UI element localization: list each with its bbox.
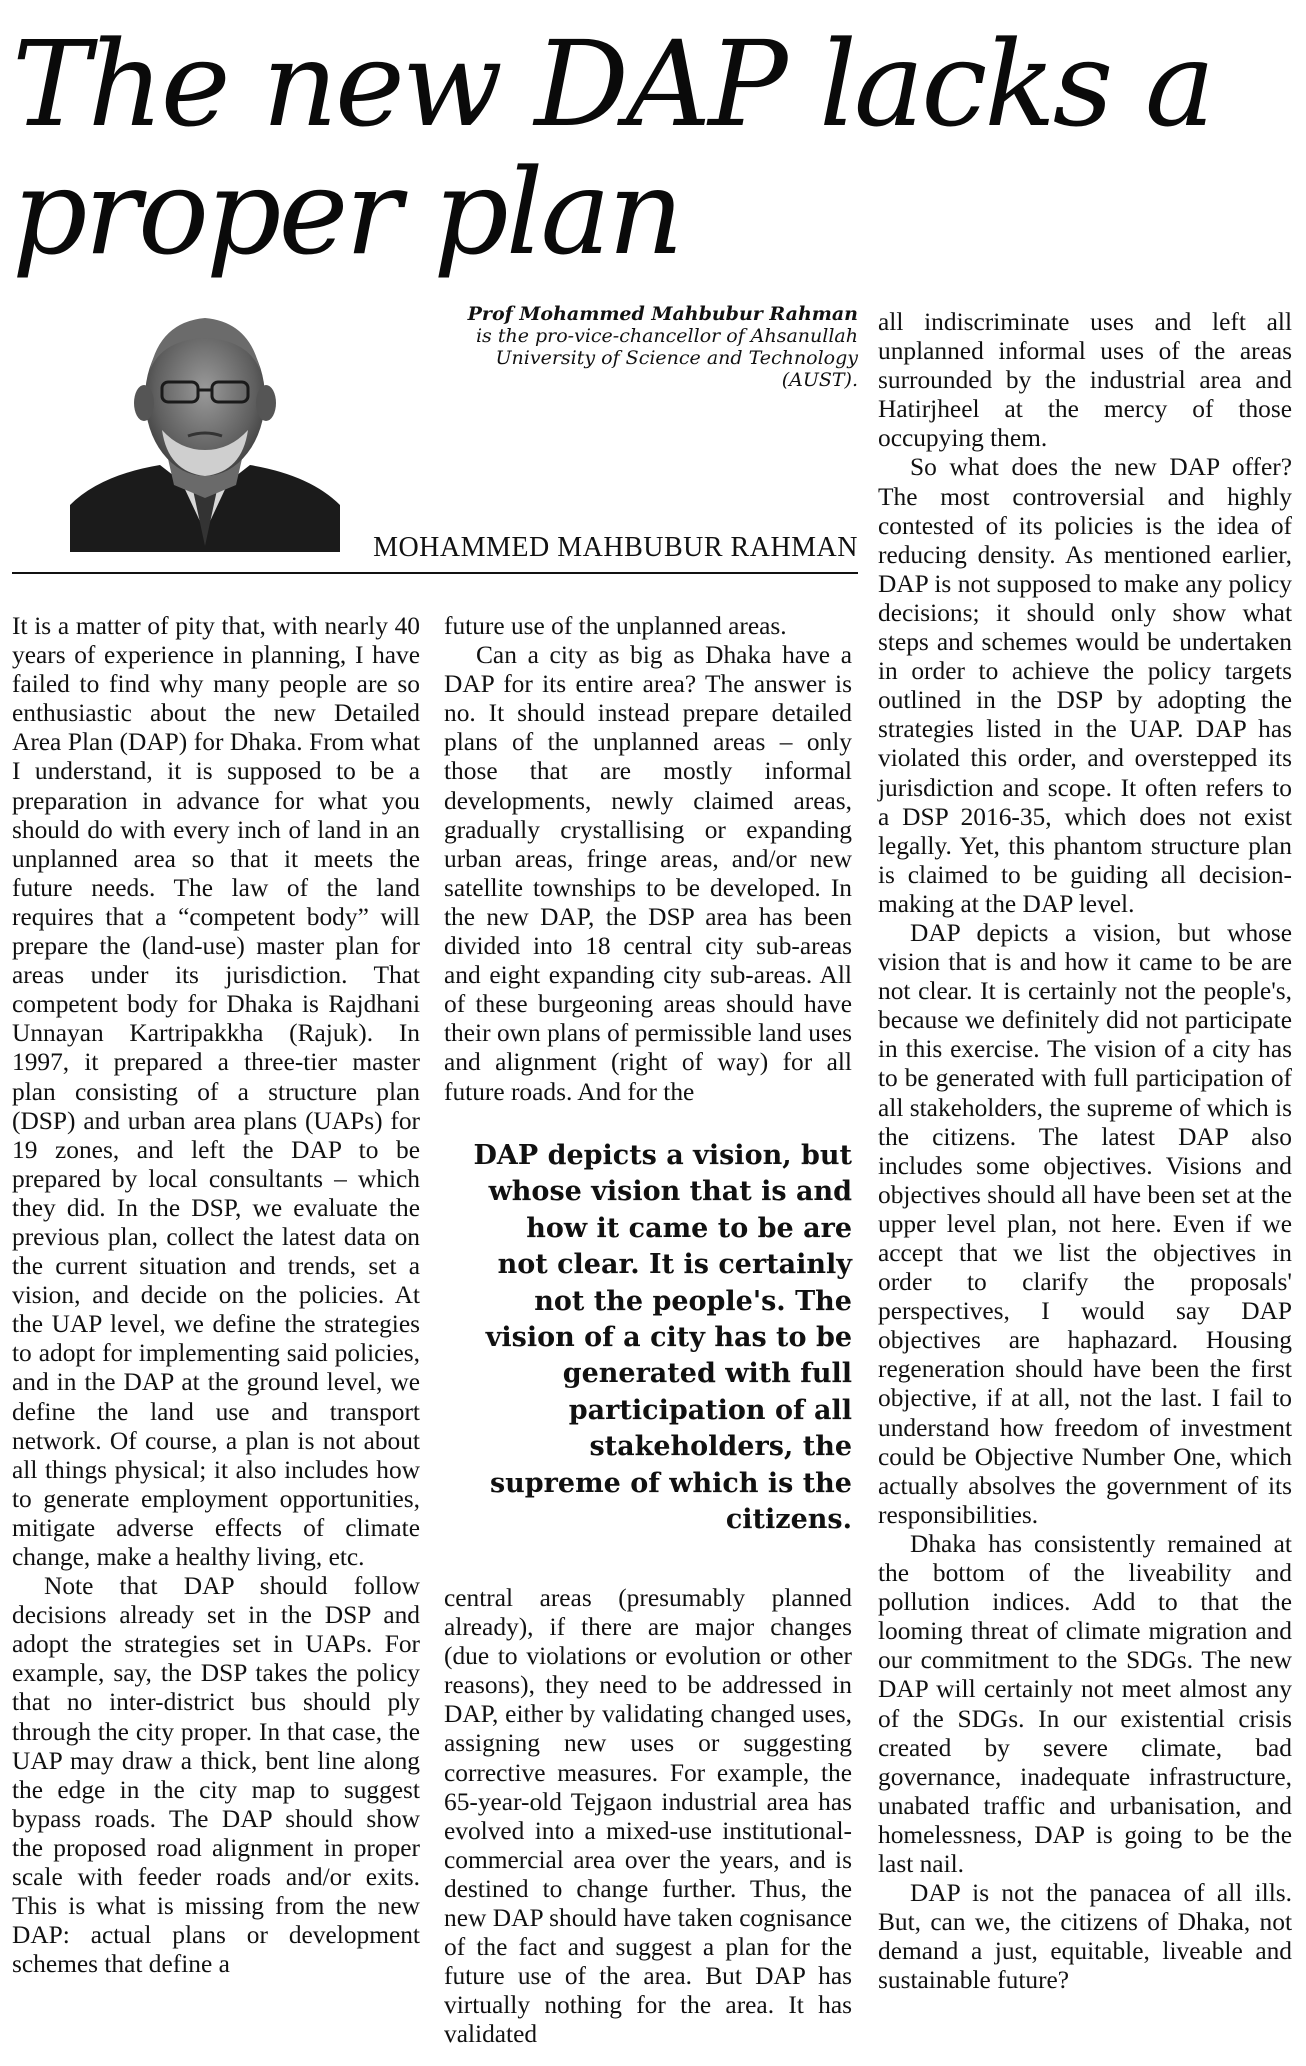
pull-quote: DAP depicts a vision, but whose vision that is and how it came to be are not clear. It is certainly not the people's. The vision of a city has to be generated with full participation of all stakeholders, the supreme of which is the citizens. (473, 1140, 852, 1536)
author-portrait-illustration (70, 300, 340, 552)
paragraph: So what does the new DAP offer? The most controversial and highly contested of its policies is the idea of reducing density. As mentioned earlier, DAP is not supposed to make any policy decisions; it should only show what steps and schemes would be undertaken in order to achieve the policy targets outlined in the DSP by adopting the strategies listed in the UAP. DAP has violated this order, and overstepped its jurisdiction and scope. It often refers to a DSP 2016-35, which does not exist legally. Yet, this phantom structure plan is claimed to be guiding all decision-making at the DAP level. (878, 453, 1292, 918)
author-name-line: Prof Mohammed Mahbubur Rahman (467, 303, 858, 325)
paragraph: future use of the unplanned areas. (444, 612, 787, 640)
paragraph: Note that DAP should follow decisions already set in the DSP and adopt the strategies set in UAPs. For example, say, the DSP takes the policy that no inter-district bus should ply through the city proper. In that case, the UAP may draw a thick, bent line along the edge in the city map to suggest bypass roads. The DAP should show the proposed road alignment in proper scale with feeder roads and/or exits. This is what is missing from the new DAP: actual plans or development schemes that define a (12, 1572, 420, 1979)
byline-divider (12, 572, 858, 574)
headline: The new DAP lacks a proper plan (12, 15, 1213, 281)
author-photo (70, 300, 340, 552)
paragraph: DAP depicts a vision, but whose vision that is and how it came to be are not clear. It is certainly not the people's, because we definitely did not participate in this exercise. The vision of a city has to be generated with full participation of all stakeholders, the supreme of which is the citizens. The latest DAP also includes some objectives. Visions and objectives should all have been set at the upper level plan, not here. Even if we accept that we list the objectives in order to clarify the proposals' perspectives, I would say DAP objectives are haphazard. Housing regeneration should have been the first objective, if at all, not the last. I fail to understand how freedom of investment could be Objective Number One, which actually absolves the government of its responsibilities. (878, 918, 1292, 1529)
paragraph: central areas (presumably planned already), if there are major changes (due to violations or evolution or other reasons), they need to be addressed in DAP, either by validating changed uses, assigning new uses or suggesting corrective measures. For example, the 65-year-old Tejgaon industrial area has evolved into a mixed-use institutional-commercial area over the years, and is destined to change further. Thus, the new DAP should have taken cognisance of the fact and suggest a plan for the future use of the area. But DAP has virtually nothing for the area. It has validated (444, 1584, 852, 2049)
paragraph: all indiscriminate uses and left all unplanned informal uses of the areas surrounded by the industrial area and Hatirjheel at the mercy of those occupying them. (878, 308, 1292, 453)
paragraph: Can a city as big as Dhaka have a DAP for its entire area? The answer is no. It should instead prepare detailed plans of the unplanned areas – only those that are mostly informal developments, newly claimed areas, gradually crystallising or expanding urban areas, fringe areas, and/or new satellite townships to be developed. In the new DAP, the DSP area has been divided into 18 central city sub-areas and eight expanding city sub-areas. All of these burgeoning areas should have their own plans of permissible land uses and alignment (right of way) for all future roads. And for the (444, 641, 852, 1106)
author-info (460, 303, 858, 391)
column-1 (12, 612, 420, 1979)
column-3 (878, 308, 1292, 1995)
byline: MOHAMMED MAHBUBUR RAHMAN (373, 532, 858, 563)
author-bio: is the pro-vice-chancellor of Ahsanullah University of Science and Technology (AUST). (475, 325, 858, 391)
column-2-top (444, 612, 852, 1107)
paragraph: It is a matter of pity that, with nearly 40 years of experience in planning, I have failed to find why many people are so enthusiastic about the new Detailed Area Plan (DAP) for Dhaka. From what I understand, it is supposed to be a preparation in advance for what you should do with every inch of land in an unplanned area so that it meets the future needs. The law of the land requires that a “competent body” will prepare the (land-use) master plan for areas under its jurisdiction. That competent body for Dhaka is Rajdhani Unnayan Kartripakkha (Rajuk). In 1997, it prepared a three-tier master plan consisting of a structure plan (DSP) and urban area plans (UAPs) for 19 zones, and left the DAP to be prepared by local consultants – which they did. In the DSP, we evaluate the previous plan, collect the latest data on the current situation and trends, set a vision, and decide on the policies. At the UAP level, we define the strategies to adopt for implementing said policies, and in the DAP at the ground level, we define the land use and transport network. Of course, a plan is not about all things physical; it also includes how to generate employment opportunities, mitigate adverse effects of climate change, make a healthy living, etc. (12, 612, 420, 1571)
paragraph: DAP is not the panacea of all ills. But, can we, the citizens of Dhaka, not demand a just, equitable, liveable and sustainable future? (878, 1879, 1292, 1995)
paragraph: Dhaka has consistently remained at the bottom of the liveability and pollution indices. Add to that the looming threat of climate migration and our commitment to the SDGs. The new DAP will certainly not meet almost any of the SDGs. In our existential crisis created by severe climate, bad governance, inadequate infrastructure, unabated traffic and urbanisation, and homelessness, DAP is going to be the last nail. (878, 1529, 1292, 1878)
column-2-bottom (444, 1584, 852, 2050)
